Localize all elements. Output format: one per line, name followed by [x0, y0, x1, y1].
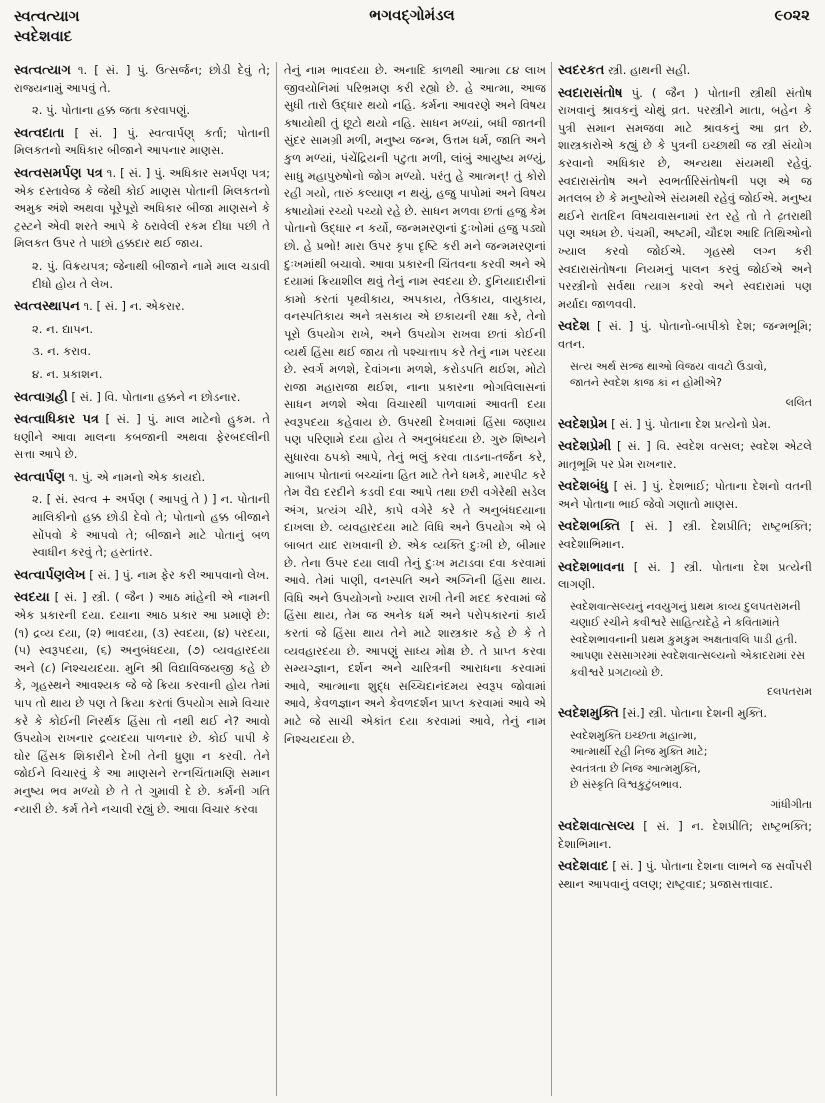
definition: ૨. પું. વિક્રયપત્ર; જેનાથી બીજાને નામે માલ ચડાવી દીધો હોય તે લેખ. — [32, 258, 270, 291]
definition: [ સં. ] સ્ત્રી. પોતાના દેશ પ્રત્યેની લાગણી. — [558, 559, 812, 592]
definition: [ સં. ] પું. દેશભાઈ; પોતાના દેશનો વતની અને પોતાના ભાઈ જેવો ગણાતો માણસ. — [558, 479, 812, 511]
definition: [ સં. ] પું. નામ ફેર કરી આપવાનો લેખ. — [89, 567, 270, 582]
dictionary-entry — [14, 125, 270, 160]
headword: સ્વદેશભક્તિ — [558, 519, 620, 535]
dictionary-entry — [14, 62, 270, 97]
definition: ૨. [ સં. સ્વત્વ + અર્પણ ( આપવું તે ) ] ન. પોતાની માલિકીનો હક્ક છોડી દેવો તે; પોતાનો હક્ક બીજાને સોંપવો કે આપવો તે; બીજાને માટે પોતાનું બળ સ્વાધીન કરવું તે; હસ્તાંતર. — [32, 492, 270, 560]
definition: [ સં. ] વિ. સ્વદેશ વત્સલ; સ્વદેશ એટલે માતૃભૂમિ પર પ્રેમ રાખનાર. — [558, 439, 812, 471]
dictionary-entry — [14, 321, 270, 339]
headword: સ્વદયા — [14, 590, 50, 606]
column-middle — [284, 62, 546, 1098]
dictionary-entry — [14, 258, 270, 293]
definition: ૨. ન. દ્યાપન. — [32, 321, 94, 336]
dictionary-title: ભગવદ્ગોમંડલ — [369, 6, 455, 24]
definition: [ સં. ] ન. દેશપ્રીતિ; રાષ્ટ્રભક્તિ; દેશાભિમાન. — [558, 818, 812, 851]
headword: સ્વત્વત્યાગ — [14, 63, 71, 78]
headword: સ્વદેશબંધુ — [558, 479, 609, 495]
definition: [ સં. ] પું. પોતાના દેશના લાભને જ સર્વોપરી સ્થાન આપવાનું વલણ; રાષ્ટ્રવાદ; પ્રજાસત્તાવાદ. — [558, 859, 812, 891]
dictionary-entry — [14, 491, 270, 561]
headword: સ્વત્વસમર્પણ પત્ર — [14, 165, 103, 181]
column-left — [14, 62, 270, 1098]
definition: [ સં. ] પું. પોતાનો-બાપીકો દેશ; જન્મભૂમિ; વતન. — [558, 319, 812, 351]
headword: સ્વત્વાર્પણ — [14, 469, 66, 485]
quotation-source: દલપતરામ — [766, 685, 812, 699]
column-divider — [276, 62, 277, 1096]
headword: સ્વત્વદાતા — [14, 125, 65, 141]
headword: સ્વદેશવાત્સલ્ય — [558, 818, 635, 834]
quotation: સત્ય અર્થ સત્ર્જ થાઓ વિજય વાવટો ઉડાવો, જાતને સ્વદેશ કાજ કાં ન હોમીએ? — [570, 359, 767, 389]
definition: ૧. [ સં. ] પું. અધિકાર સમર્પણ પત્ર; એક દસ્તાવેજ કે જેથી કોઈ માણસ પોતાની મિલકતનો અમુક અંશે અથવા પૂરેપૂરો અધિકાર બીજા માણસને કે ટ્રસ્ટને એવી શરતે આપે કે ઠરાવેલી રકમ દીધા પછી તે મિલકત ઉપર તે પાછો હક્કદાર થઈ જાય. — [14, 165, 270, 251]
headword: સ્વદેશ — [558, 319, 590, 335]
definition: ૨. પું. પોતાના હક્ક જતા કરવાપણું. — [32, 103, 191, 118]
definition: [ સં. ] પું. પોતાના દેશ પ્રત્યેનો પ્રેમ. — [611, 416, 771, 431]
headword: સ્વદેશવાદ — [558, 859, 609, 875]
headword: સ્વદેશપ્રેમ — [558, 416, 608, 432]
dictionary-entry — [558, 478, 812, 513]
dictionary-entry — [558, 85, 812, 314]
definition: [ સં. ] પું. સ્વત્વાર્પણ્ કર્તા; પોતાની મિલકતનો અધિકાર બીજાને આપનાર માણસ. — [14, 125, 270, 158]
dictionary-entry — [14, 343, 270, 361]
page-number: ૯૦૨૨ — [774, 6, 810, 24]
dictionary-entry — [14, 567, 270, 585]
headword: સ્વદરકત — [558, 63, 605, 78]
definition: [ સં. ] વિ. પોતાના હક્કને ન છોડનાર. — [71, 389, 241, 404]
quotation: સ્વદેશવાત્સલ્યનું નવયુગનું પ્રથમ કાવ્ય દુલપતરામની ચણાઈ રચીને કવીશ્વરે સાહિત્યદેહે ને કવિતામાંતે સ્વદેશભાવનાની પ્રથમ કુમકુમ અક્ષતાવલિ પાડી હતી. આપણા રસસાગરમાં સ્વદેશવાત્સલ્યનો એકાદરામાં રસ કવીશ્વરે પ્રગટાવ્યો છે. — [570, 599, 806, 679]
guide-word-first: સ્વત્વત્યાગ — [14, 7, 80, 25]
definition: ૪. ન. પ્રકાશન. — [32, 366, 103, 381]
dictionary-entry — [14, 366, 270, 384]
headword: સ્વત્વસ્થાપન — [14, 299, 80, 315]
headword: સ્વદેશપ્રેમી — [558, 439, 612, 455]
headword: સ્વત્વાધિકાર પત્ર — [14, 412, 99, 428]
dictionary-entry — [14, 298, 270, 316]
dictionary-entry — [14, 165, 270, 253]
definition: ૩. ન. કરાવ. — [32, 344, 92, 359]
dictionary-entry — [558, 858, 812, 893]
dictionary-entry — [558, 318, 812, 353]
continued-text: તેનું નામ ભાવદયા છે. અનાદિ કાળથી આત્મા ૮૪ લાખ જીવયોનિમાં પરિભ્રમણ કરી રહ્યો છે. હે આત્મા, આજ સુધી તારો ઉદ્ધાર થયો નહિ. કર્મના આવરણે અને વિષય કષાયોથી તું છૂટો થયો નહિ. સાધન મળ્યાં, બધી જાતની સુંદર સામગ્રી મળી, મનુષ્ય જન્મ, ઉત્તમ ધર્મ, જાતિ અને કુળ મળ્યાં, પંચેંદ્રિયની પટુતા મળી, લાંબું આયુષ્ય મળ્યું, સાધુ મહાપુરુષોનો જોગ મળ્યો. પરંતુ હે આત્મન્! તું કોરો રહી ગયો, તારું કલ્યાણ ન થયું, હજુ પાપોમાં અને વિષય કષાયોમાં રચ્યો પચ્યો રહે છે. સાધન મળવા છતાં હજુ કેમ પોતાનો ઉદ્ધાર ન કર્યો, જન્મમરણનાં દુઃખોમાં હજુ પડ્યો છો. હે પ્રભો! મારા ઉપર કૃપા દૃષ્ટિ કરી મને જન્મમરણનાં દુઃખમાંથી બચાવો. આવા પ્રકારની ચિંતવના કરવી અને એ દયામાં ક્રિયાશીલ થવું તેનું નામ સ્વદયા છે. દુનિયાદારીનાં કામો કરતાં પૃથ્વીકાય, અપકાય, તેઉકાય, વાયુકાય, વનસ્પતિકાય અને ત્રસકાય એ છકાયની રક્ષા કરે, તેનો પૂરો ઉપયોગ રાખે, અને ઉપયોગ રાખવા છતાં કોઈની વ્યર્થ હિંસા થઈ જાય તો પશ્ચાત્તાપ કરે તેનું નામ પરદયા છે. સ્વર્ગ મળશે, દેવાંગના મળશે, કરોડપતિ થઈશ, મોટો રાજા મહારાજા થઈશ, નાના પ્રકારના ભોગવિલાસનાં સાધન મળશે એવા વિચારથી પાળવામાં આવતી દયા સ્વરૂપદયા કહેવાય છે. ઉપરથી દેખવામાં હિંસા જણાય પણ પરિણામે દયા હોય તે અનુબંધદયા છે. ગુરુ શિષ્યને સુધારવા ઠપકો આપે, તેનું ભલું કરવા તાડના-તર્જન કરે, માબાપ પોતાનાં બચ્ચાંના હિત માટે તેને ધમકે, મારપીટ કરે તેમ વૈદ્ય દરદીને કડવી દવા આપે તથા છરી વગેરેથી સડેલ અંગ, પ્રત્યંગ ચીરે, કાપે વગેરે કરે તે અનુબંધદયાના દાખલા છે. વ્યવહારદયા માટે વિધિ અને ઉપયોગ એ બે બાબત યાદ રાખવાની છે. એક વ્યક્તિ દુઃખી છે, બીમાર છે. તેના ઉપર દયા લાવી તેનું દુઃખ મટાડવા દવા કરવામાં આવે. તેમાં પાણી, વનસ્પતિ અને અગ્નિની હિંસા થાય. વિધિ અને ઉપયોગનો ખ્યાલ રાખી તેની મદદ કરવામાં જે હિંસા થાય, તેમ જ અનેક ધર્મ અને પરોપકારનાં કાર્ય કરતાં જે હિંસા થાય તેને માટે શાસ્ત્રકાર કહે છે કે તે વ્યવહારદયા છે. આપણું સાધ્ય મોક્ષ છે. તે પ્રાપ્ત કરવા સમ્યગ્જ્ઞાન, દર્શન અને ચારિત્રની આરાધના કરવામાં આવે, આત્માના શુદ્ધ સચ્ચિદાનંદમય સ્વરૂપ જોવામાં આવે, કેવળજ્ઞાન અને કેવળદર્શન પ્રાપ્ત કરવામાં આવે એ માટે જે સાચી એકાંત દયા કરવામાં આવે, તેનું નામ નિશ્ચયદયા છે. — [284, 63, 546, 746]
definition: ૧. પું. એ નામનો એક કાયદો. — [68, 469, 206, 484]
quotation-source: લલિત — [785, 395, 812, 409]
definition: ૧. [ સં. ] પું. ઉત્સર્જન; છોડી દેવું તે; રાજ્યનામું આપવું તે. — [14, 63, 270, 95]
page-header — [14, 6, 810, 54]
dictionary-entry — [558, 518, 812, 553]
dictionary-entry — [14, 389, 270, 407]
dictionary-entry — [558, 438, 812, 473]
headword: સ્વત્વાર્પણલેખ — [14, 567, 86, 583]
headword: સ્વદેશમુક્તિ — [558, 706, 619, 722]
dictionary-entry — [558, 62, 812, 80]
definition: પું. ( જૈન ) પોતાની સ્ત્રીથી સંતોષ રાખવાનું શ્રાવકનું ચોથું વ્રત. પરસ્ત્રીને માતા, બહેન કે પુત્રી સમાન સમજવા માટે શ્રાવકનું આ વ્રત છે. શાસ્ત્રકારોએ કહ્યું છે કે પુત્રની ઇચ્છાથી જ સ્ત્રી સંયોગ કરવાનો અધિકાર છે, અન્યથા સંયમથી રહેવું. સ્વદારાસંતોષ અને સ્વભર્તારિસંતોષની પણ એ જ મતલબ છે કે મનુષ્યોએ સંયમથી રહેવું જોઈએ. મનુષ્ય થઈને રાતદિન વિષયવાસનામાં રત રહે તો તે ઢ઼તરાથી પણ અધમ છે. પંચમી, અષ્ટમી, ચૌદશ આદિ તિથિઓનો ખ્યાલ કરવો જોઈએ. ગૃહસ્થે લગ્ન કરી સ્વદારાસંતોષના નિયમનું પાલન કરવું જોઈએ અને પરસ્ત્રીનો સર્વથા ત્યાગ કરવો અને સ્વદારામાં પણ મર્યાદા જાળવવી. — [558, 85, 812, 311]
quotation-source: ગાંધીગીતા — [770, 797, 812, 811]
headword: સ્વદેશભાવના — [558, 559, 625, 575]
guide-word-last: સ્વદેશવાદ — [14, 27, 73, 45]
definition: [સં.] સ્ત્રી. પોતાના દેશની મુક્તિ. — [622, 706, 768, 721]
dictionary-entry — [558, 705, 812, 723]
column-divider — [551, 62, 552, 1096]
dictionary-entry — [558, 559, 812, 594]
definition: [ સં. ] સ્ત્રી. દેશપ્રીતિ; રાષ્ટ્રભક્તિ; સ્વદેશાભિમાન. — [558, 519, 812, 552]
dictionary-entry — [14, 102, 270, 120]
quotation: સ્વદેશમુક્તિ ઇચ્છતા મહાત્મા, આત્માર્થી રહી નિજ મુક્તિ માટે; સ્વતંત્રતા છે નિજ આત્મમુક્તિ, છે સંસ્કૃતિ વિશ્વકુટુંબભાવ. — [570, 728, 708, 792]
dictionary-entry — [558, 416, 812, 434]
definition: ૧. [ સં. ] ન. એકરાર. — [83, 299, 185, 314]
dictionary-entry — [14, 589, 270, 818]
headword: સ્વદારાસંતોષ — [558, 85, 623, 101]
dictionary-entry — [558, 818, 812, 853]
definition: [ સં. ] પું. માલ માટેનો હુકમ. તે ધણીને આવા માલના કબજાની અથવા ફેરબદલીની સત્તા આપે છે. — [14, 412, 270, 462]
definition: સ્ત્રી. હાથની સહી. — [608, 63, 691, 77]
definition: [ સં. ] સ્ત્રી. ( જૈન ) આઠ માંહેની એ નામની એક પ્રકારની દયા. દયાના આઠ પ્રકાર આ પ્રમાણે છે: (૧) દ્રવ્ય દયા, (૨) ભાવદયા, (૩) સ્વદયા, (૪) પરદયા, (૫) સ્વરૂપદયા, (૬) અનુબંધદયા, (૭) વ્યવહારદયા અને (૮) નિશ્ચયદયા. મુનિ શ્રી વિદ્યાવિજયજી કહે છે કે, ગૃહસ્થને આવશ્યક જે જે ક્રિયા કરવાની હોય તેમાં પાપ તો થાય છે પણ તે ક્રિયા કરતાં ઉપયોગ સામે વિચાર કરે કે કોઈની નિરર્થક હિંસા તો નથી થઈ ને? આવો ઉપયોગ રાખનાર દ્રવ્યદયા પાળનાર છે. કોઈ પાપી કે ઘોર હિંસક શિકારીને દેખી તેની ધ્રુણા ન કરવી. તેને જોઈને વિચારવું કે આ માણસને રત્નચિંતામણિ સમાન મનુષ્ય ભવ મળ્યો છે તે તે ગુમાવી દે છે. કર્મની ગતિ ન્યારી છે. કર્મ તેને નચાવી રહ્યું છે. આવા વિચાર કરવા — [14, 590, 270, 816]
headword: સ્વત્વાગ્રહી — [14, 389, 68, 405]
dictionary-entry — [14, 469, 270, 487]
column-right — [558, 62, 812, 1098]
dictionary-entry — [14, 411, 270, 464]
